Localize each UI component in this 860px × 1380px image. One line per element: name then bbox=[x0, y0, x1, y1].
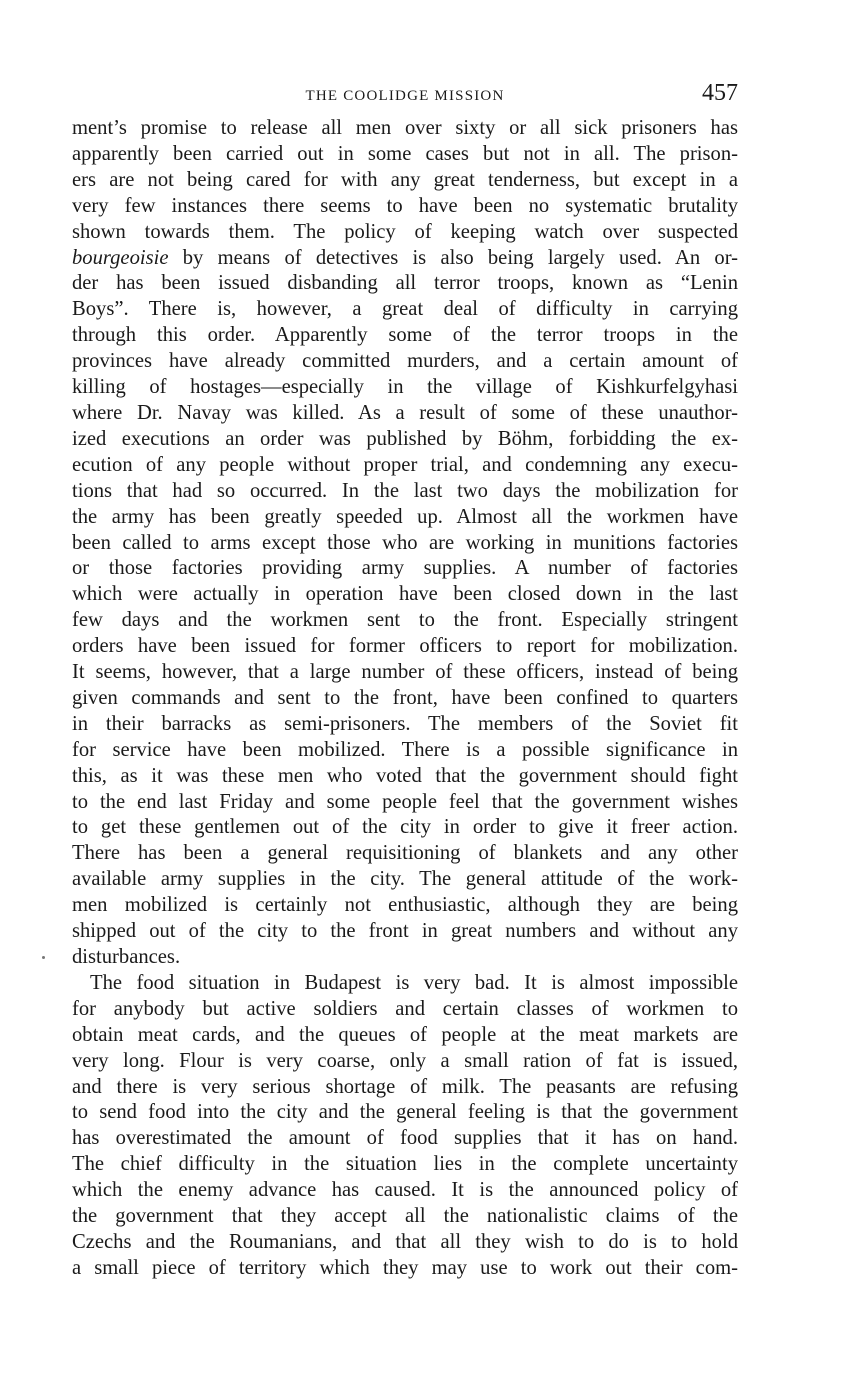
text-line: which were actually in operation have been closed down in the last bbox=[72, 583, 738, 606]
text-line: available army supplies in the city. The general attitude of the work- bbox=[72, 868, 738, 891]
book-page bbox=[72, 78, 738, 1282]
text-line: a small piece of territory which they may use to work out their com- bbox=[72, 1256, 738, 1279]
text-line: provinces have already committed murders, and a certain amount of bbox=[72, 350, 738, 373]
text-line: very long. Flour is very coarse, only a small ration of fat is issued, bbox=[72, 1049, 738, 1072]
text-line: bourgeoisie by means of detectives is also being largely used. An or- bbox=[72, 246, 738, 269]
text-line: ecution of any people without proper trial, and condemning any execu- bbox=[72, 453, 738, 476]
text-line: Czechs and the Roumanians, and that all they wish to do is to hold bbox=[72, 1230, 738, 1253]
text-line: The chief difficulty in the situation lies in the complete uncertainty bbox=[72, 1153, 738, 1176]
text-line: Boys”. There is, however, a great deal of difficulty in carrying bbox=[72, 298, 738, 321]
text-line: has overestimated the amount of food supplies that it has on hand. bbox=[72, 1127, 738, 1150]
text-line: ers are not being cared for with any great tenderness, but except in a bbox=[72, 168, 738, 191]
text-line: the army has been greatly speeded up. Almost all the workmen have bbox=[72, 505, 738, 528]
text-line: to send food into the city and the general feeling is that the government bbox=[72, 1101, 738, 1124]
page-number: 457 bbox=[702, 80, 738, 106]
text-line: the government that they accept all the nationalistic claims of the bbox=[72, 1205, 738, 1228]
text-line: few days and the workmen sent to the front. Especially stringent bbox=[72, 609, 738, 632]
margin-mark bbox=[42, 956, 45, 959]
text-line: orders have been issued for former officers to report for mobilization. bbox=[72, 635, 738, 658]
text-line: and there is very serious shortage of milk. The peasants are refusing bbox=[72, 1075, 738, 1098]
text-line: apparently been carried out in some cases but not in all. The prison- bbox=[72, 142, 738, 165]
text-line: der has been issued disbanding all terror troops, known as “Lenin bbox=[72, 272, 738, 295]
text-line: men mobilized is certainly not enthusiastic, although they are being bbox=[72, 894, 738, 917]
text-line: ment’s promise to release all men over sixty or all sick prisoners has bbox=[72, 117, 738, 139]
text-line: There has been a general requisitioning of blankets and any other bbox=[72, 842, 738, 865]
paragraph-1 bbox=[72, 116, 738, 971]
text-line: The food situation in Budapest is very bad. It is almost impossible bbox=[90, 971, 738, 994]
running-title: THE COOLIDGE MISSION bbox=[305, 88, 505, 104]
text-line: shipped out of the city to the front in great numbers and without any bbox=[72, 920, 738, 943]
text-line: this, as it was these men who voted that the government should fight bbox=[72, 764, 738, 787]
text-line: obtain meat cards, and the queues of people at the meat markets are bbox=[72, 1023, 738, 1046]
text-line: disturbances. bbox=[72, 946, 181, 968]
body-text bbox=[72, 116, 738, 1282]
text-line: killing of hostages—especially in the village of Kishkurfelgyhasi bbox=[72, 376, 738, 399]
text-line: to the end last Friday and some people feel that the government wishes bbox=[72, 790, 738, 813]
text-line: given commands and sent to the front, have been confined to quarters bbox=[72, 686, 738, 709]
text-line: through this order. Apparently some of the terror troops in the bbox=[72, 324, 738, 347]
text-line: to get these gentlemen out of the city in order to give it freer action. bbox=[72, 816, 738, 839]
text-line: shown towards them. The policy of keeping watch over suspected bbox=[72, 220, 738, 243]
text-line: in their barracks as semi-prisoners. The members of the Soviet fit bbox=[72, 712, 738, 735]
running-header bbox=[72, 78, 738, 116]
text-line: tions that had so occurred. In the last two days the mobilization for bbox=[72, 479, 738, 502]
text-line: ized executions an order was published by Böhm, forbidding the ex- bbox=[72, 427, 738, 450]
text-line: where Dr. Navay was killed. As a result of some of these unauthor- bbox=[72, 401, 738, 424]
paragraph-2 bbox=[72, 971, 738, 1282]
text-line: It seems, however, that a large number of these officers, instead of being bbox=[72, 661, 738, 684]
text-line: or those factories providing army supplies. A number of factories bbox=[72, 557, 738, 580]
text-line: for anybody but active soldiers and certain classes of workmen to bbox=[72, 997, 738, 1020]
text-line: been called to arms except those who are working in munitions factories bbox=[72, 531, 738, 554]
text-line: which the enemy advance has caused. It is the announced policy of bbox=[72, 1179, 738, 1202]
text-line: for service have been mobilized. There is a possible significance in bbox=[72, 738, 738, 761]
text-line: very few instances there seems to have been no systematic brutality bbox=[72, 194, 738, 217]
